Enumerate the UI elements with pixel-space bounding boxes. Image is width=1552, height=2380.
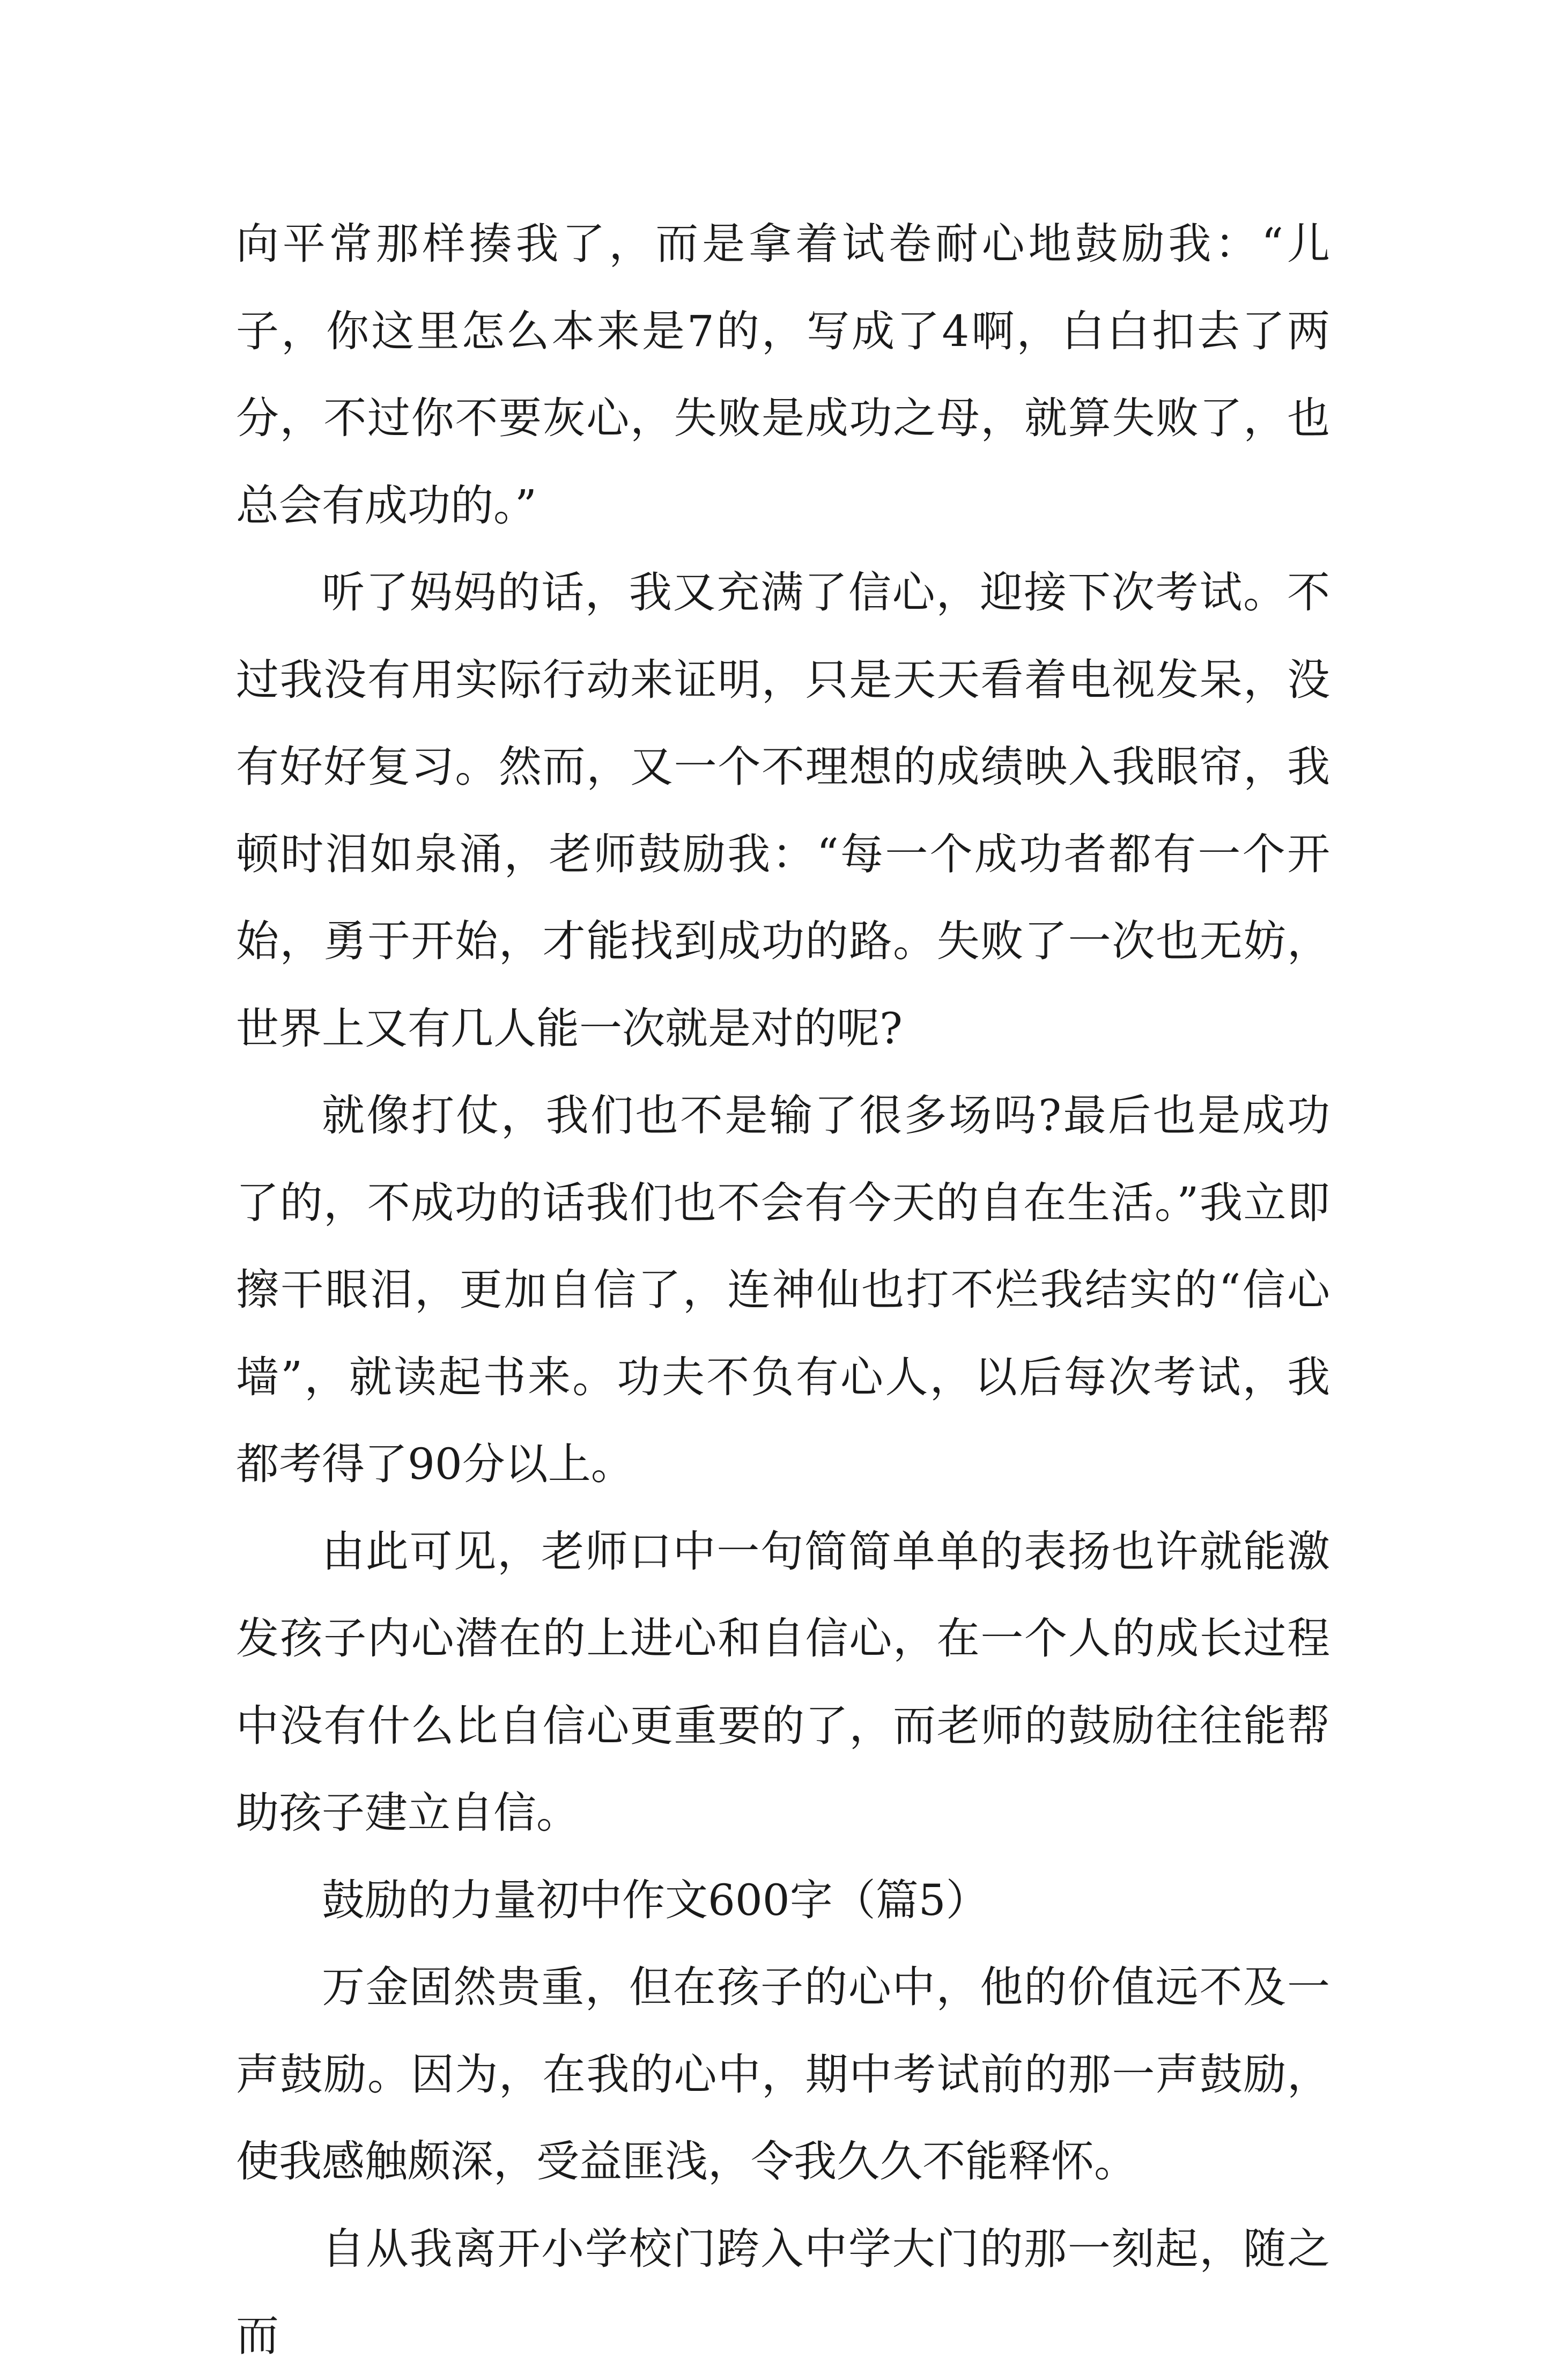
section-heading: 鼓励的力量初中作文600字（篇5）: [322, 1875, 989, 1925]
paragraph: 听了妈妈的话，我又充满了信心，迎接下次考试。不过我没有用实际行动来证明，只是天天看着电视发呆，没有好好复习。然而，又一个不理想的成绩映入我眼帘，我顿时泪如泉涌，老师鼓励我：“每一个成功者都有一个开始，勇于开始，才能找到成功的路。失败了一次也无妨，世界上又有几人能一次就是对的呢?: [236, 568, 1330, 1053]
paragraph: 自从我离开小学校门跨入中学大门的那一刻起，随之而: [236, 2223, 1330, 2361]
paragraph: 万金固然贵重，但在孩子的心中，他的价值远不及一声鼓励。因为，在我的心中，期中考试前的那一声鼓励，使我感触颇深，受益匪浅，令我久久不能释怀。: [236, 1962, 1330, 2186]
document-body: [236, 201, 1330, 2380]
paragraph: 就像打仗，我们也不是输了很多场吗?最后也是成功了的，不成功的话我们也不会有今天的自在生活。”我立即擦干眼泪，更加自信了，连神仙也打不烂我结实的“信心墙”，就读起书来。功夫不负有心人，以后每次考试，我都考得了90分以上。: [236, 1090, 1330, 1489]
paragraph: 向平常那样揍我了，而是拿着试卷耐心地鼓励我：“儿子，你这里怎么本来是7的，写成了4啊，白白扣去了两分，不过你不要灰心，失败是成功之母，就算失败了，也总会有成功的。”: [236, 219, 1330, 530]
paragraph: 由此可见，老师口中一句简简单单的表扬也许就能激发孩子内心潜在的上进心和自信心，在一个人的成长过程中没有什么比自信心更重要的了，而老师的鼓励往往能帮助孩子建立自信。: [236, 1526, 1330, 1838]
